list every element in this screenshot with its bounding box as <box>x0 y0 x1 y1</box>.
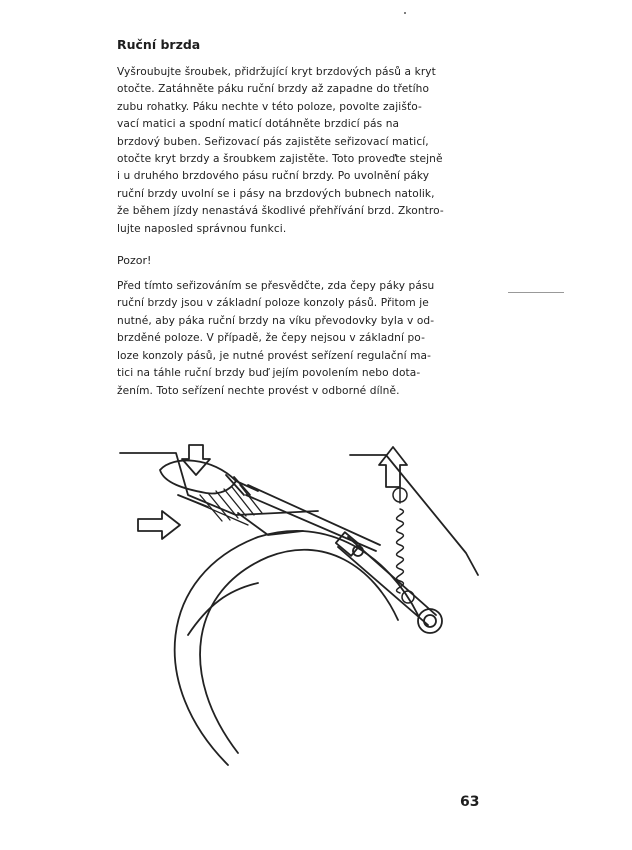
adjusting-rod <box>336 532 442 633</box>
text-line: loze konzoly pásů, je nutné provést seřízení regulační ma- <box>117 349 432 362</box>
margin-rule <box>508 292 564 293</box>
screwdriver <box>160 460 380 551</box>
direction-right-arrow-icon <box>138 511 180 539</box>
text-line: lujte naposled správnou funkci. <box>117 222 287 235</box>
text-line: že během jízdy nenastává škodlivé přehřívání brzd. Zkontro- <box>117 205 444 218</box>
page-text <box>117 36 477 400</box>
text-line: ruční brzdy uvolní se i pásy na brzdových bubnech natolik, <box>117 187 435 200</box>
warning-heading: Pozor! <box>117 254 152 268</box>
text-line: nutné, aby páka ruční brzdy na víku převodovky byla v od- <box>117 314 435 327</box>
text-line: brzdový buben. Seřizovací pás zajistěte seřizovací maticí, <box>117 135 429 148</box>
text-line: zubu rohatky. Páku nechte v této poloze, povolte zajišťo- <box>117 100 422 113</box>
handbrake-adjustment-illustration <box>118 425 498 785</box>
instructions-paragraph <box>117 64 477 238</box>
text-line: Vyšroubujte šroubek, přidržující kryt brzdových pásů a kryt <box>117 66 436 78</box>
text-line: vací matici a spodní maticí dotáhněte brzdicí pás na <box>117 118 400 131</box>
text-line: Před tímto seřizováním se přesvědčte, zda čepy páky pásu <box>117 280 435 293</box>
text-line: otočte. Zatáhněte páku ruční brzdy až zapadne do třetího <box>117 83 430 96</box>
page-number: 63 <box>460 794 480 810</box>
text-line: ruční brzdy jsou v základní poloze konzoly pásů. Přitom je <box>117 297 429 310</box>
text-line: tici na táhle ruční brzdy buď jejím povolením nebo dota- <box>117 367 421 380</box>
section-heading: Ruční brzda <box>117 37 201 52</box>
pull-up-arrow-icon <box>379 447 407 487</box>
warning-paragraph <box>117 278 477 400</box>
text-line: žením. Toto seřízení nechte provést v odborné dílně. <box>117 384 400 397</box>
text-line: i u druhého brzdového pásu ruční brzdy. Po uvolnění páky <box>117 170 430 183</box>
gearbox-lid-outline <box>120 453 478 575</box>
print-speck <box>404 12 406 14</box>
text-line: otočte kryt brzdy a šroubkem zajistěte. Toto proveďte stejně <box>117 153 443 166</box>
text-line: brzděné poloze. V případě, že čepy nejsou v základní po- <box>117 332 425 345</box>
